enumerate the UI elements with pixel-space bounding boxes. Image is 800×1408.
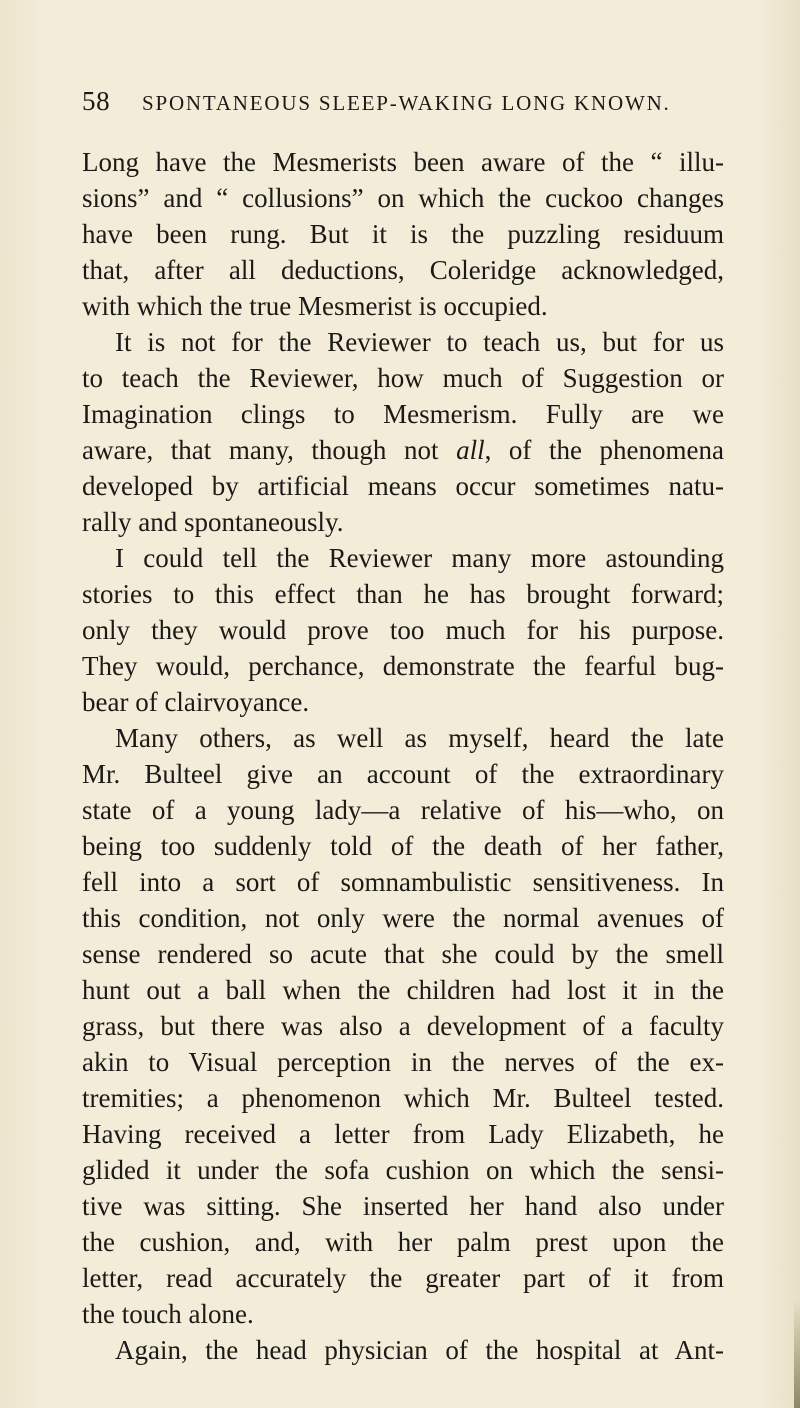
text-line: Many others, as well as myself, heard the late	[115, 723, 724, 753]
text-line: grass, but there was also a development of a faculty	[82, 1011, 724, 1041]
text-line: with which the true Mesmerist is occupied.	[82, 291, 548, 321]
text-line: bear of clairvoyance.	[82, 687, 310, 717]
text-line: the cushion, and, with her palm prest upon the	[82, 1227, 724, 1257]
text-line: hunt out a ball when the children had lost it in the	[82, 975, 724, 1005]
page-header	[82, 86, 722, 118]
text-line: state of a young lady—a relative of his—who, on	[82, 795, 724, 825]
text-line: have been rung. But it is the puzzling residuum	[82, 219, 724, 249]
text-line: Again, the head physician of the hospital at Ant-	[115, 1335, 724, 1365]
text-line: Long have the Mesmerists been aware of the “ illu-	[82, 147, 724, 177]
text-line: developed by artificial means occur sometimes natu-	[82, 471, 724, 501]
text-line: that, after all deductions, Coleridge acknowledged,	[82, 255, 724, 285]
page-edge-shadow	[794, 1300, 800, 1408]
text-line: glided it under the sofa cushion on which the sensi-	[82, 1155, 724, 1185]
text-line: rally and spontaneously.	[82, 507, 344, 537]
text-line: sense rendered so acute that she could by the smell	[82, 939, 724, 969]
text-line: letter, read accurately the greater part of it from	[82, 1263, 724, 1293]
text-line: tremities; a phenomenon which Mr. Bulteel tested.	[82, 1083, 724, 1113]
text-line: sions” and “ collusions” on which the cuckoo changes	[82, 183, 724, 213]
text-line: being too suddenly told of the death of her father,	[82, 831, 724, 861]
page-number: 58	[82, 86, 111, 116]
text-line: fell into a sort of somnambulistic sensitiveness. In	[82, 867, 724, 897]
text-line: Imagination clings to Mesmerism. Fully are we	[82, 399, 724, 429]
text-line: akin to Visual perception in the nerves of the ex-	[82, 1047, 724, 1077]
text-line: to teach the Reviewer, how much of Suggestion or	[82, 363, 724, 393]
text-line: tive was sitting. She inserted her hand also under	[82, 1191, 724, 1221]
text-line: stories to this effect than he has brought forward;	[82, 579, 724, 609]
text-line: the touch alone.	[82, 1299, 254, 1329]
text-line: They would, perchance, demonstrate the fearful bug-	[82, 651, 724, 681]
text-line: only they would prove too much for his purpose.	[82, 615, 724, 645]
text-line: aware, that many, though not all, of the phenomena	[82, 435, 724, 465]
text-line: Mr. Bulteel give an account of the extraordinary	[82, 759, 724, 789]
text-line: this condition, not only were the normal avenues of	[82, 903, 724, 933]
running-title: SPONTANEOUS SLEEP-WAKING LONG KNOWN.	[142, 91, 671, 115]
text-line: It is not for the Reviewer to teach us, but for us	[115, 327, 724, 357]
text-line: I could tell the Reviewer many more astounding	[115, 543, 724, 573]
text-line: Having received a letter from Lady Elizabeth, he	[82, 1119, 724, 1149]
